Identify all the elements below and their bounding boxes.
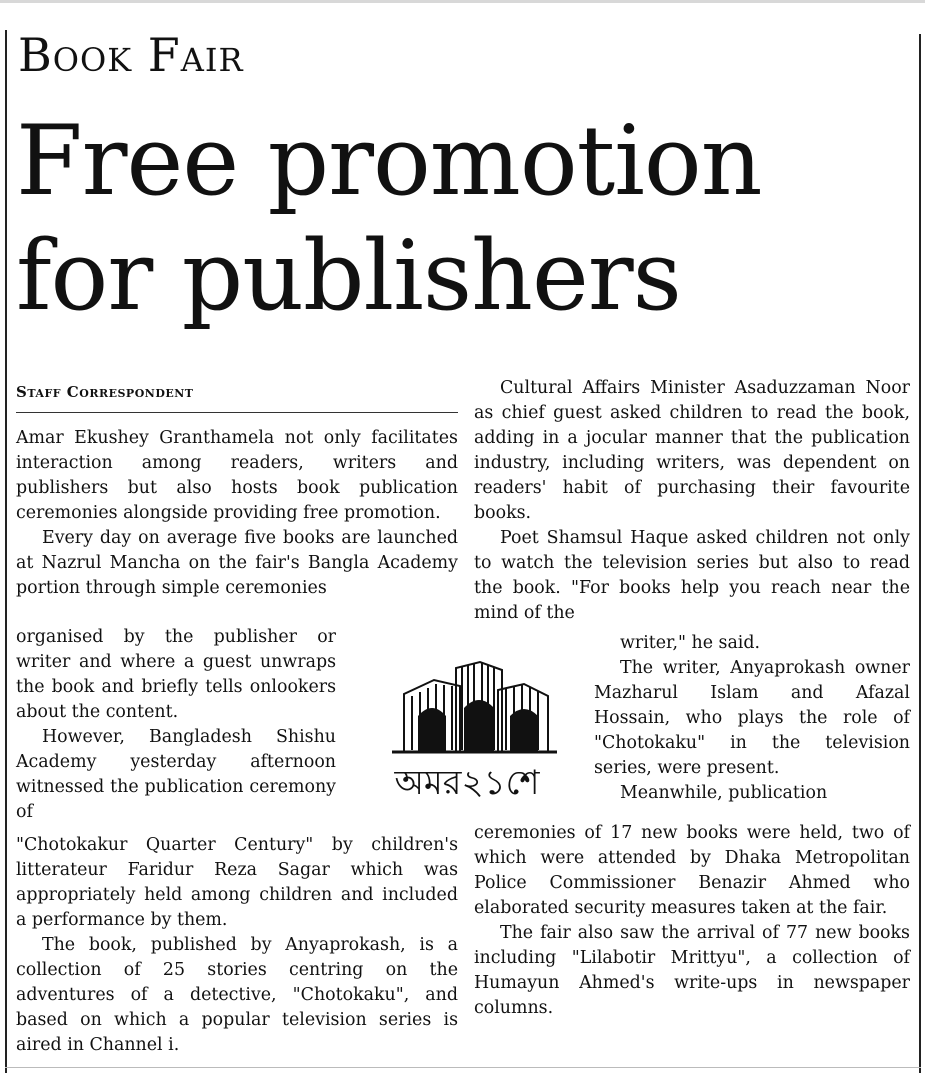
paragraph-8-continued: ceremonies of 17 new books were held, two of which were attended by Dhaka Metropolitan Police Commissioner Benazir Ahmed who elaborated security measures taken at the fair. xyxy=(474,823,910,918)
paragraph-1: Amar Ekushey Granthamela not only facilitates interaction among readers, writers and publishers but also hosts book publication ceremonies alongside providing free promotion. xyxy=(16,428,458,523)
paragraph-3-continued: "Chotokakur Quarter Century" by children's litterateur Faridur Reza Sagar which was appropriately held among children and included a performance by them. xyxy=(16,835,458,930)
left-border-rule xyxy=(5,30,7,1073)
paragraph-6-continued: writer," he said. xyxy=(620,633,761,653)
paragraph-3-start: However, Bangladesh Shishu Academy yesterday afternoon witnessed the publication ceremony of xyxy=(16,727,336,822)
bottom-border-rule xyxy=(5,1067,921,1068)
paragraph-9: The fair also saw the arrival of 77 new books including "Lilabotir Mrittyu", a collection of Humayun Ahmed's write-ups in newspaper columns. xyxy=(474,923,910,1018)
logo-text: অমর২১শে xyxy=(394,763,540,803)
byline: Staff Correspondent xyxy=(16,383,194,401)
section-kicker: Book Fair xyxy=(18,28,244,82)
column-2-top xyxy=(474,376,910,626)
paragraph-8-start: Meanwhile, publication xyxy=(620,783,828,803)
book-fair-logo xyxy=(352,650,582,815)
column-1-top xyxy=(16,426,458,601)
top-border xyxy=(0,0,925,3)
byline-divider xyxy=(16,412,458,413)
column-1-wrapped xyxy=(16,625,336,825)
column-2-wrapped xyxy=(594,631,910,806)
headline: Free promotion for publishers xyxy=(16,105,762,332)
paragraph-2-continued: organised by the publisher or writer and where a guest unwraps the book and briefly tells onlookers about the content. xyxy=(16,627,336,722)
column-1-bottom xyxy=(16,833,458,1058)
paragraph-7: The writer, Anyaprokash owner Mazharul Islam and Afazal Hossain, who plays the role of "Chotokaku" in the television series, were present. xyxy=(594,658,910,778)
paragraph-5: Cultural Affairs Minister Asaduzzaman Noor as chief guest asked children to read the book, adding in a jocular manner that the publication industry, including writers, was dependent on readers' habit of purchasing their favourite books. xyxy=(474,378,910,523)
paragraph-6-start: Poet Shamsul Haque asked children not only to watch the television series but also to read the book. "For books help you reach near the mind of the xyxy=(474,528,910,623)
column-2-bottom xyxy=(474,821,910,1021)
paragraph-2-start: Every day on average five books are launched at Nazrul Mancha on the fair's Bangla Academy portion through simple ceremonies xyxy=(16,528,458,598)
right-border-rule xyxy=(919,34,921,1073)
paragraph-4: The book, published by Anyaprokash, is a collection of 25 stories centring on the adventures of a detective, "Chotokaku", and based on which a popular television series is aired in Channel i. xyxy=(16,935,458,1055)
